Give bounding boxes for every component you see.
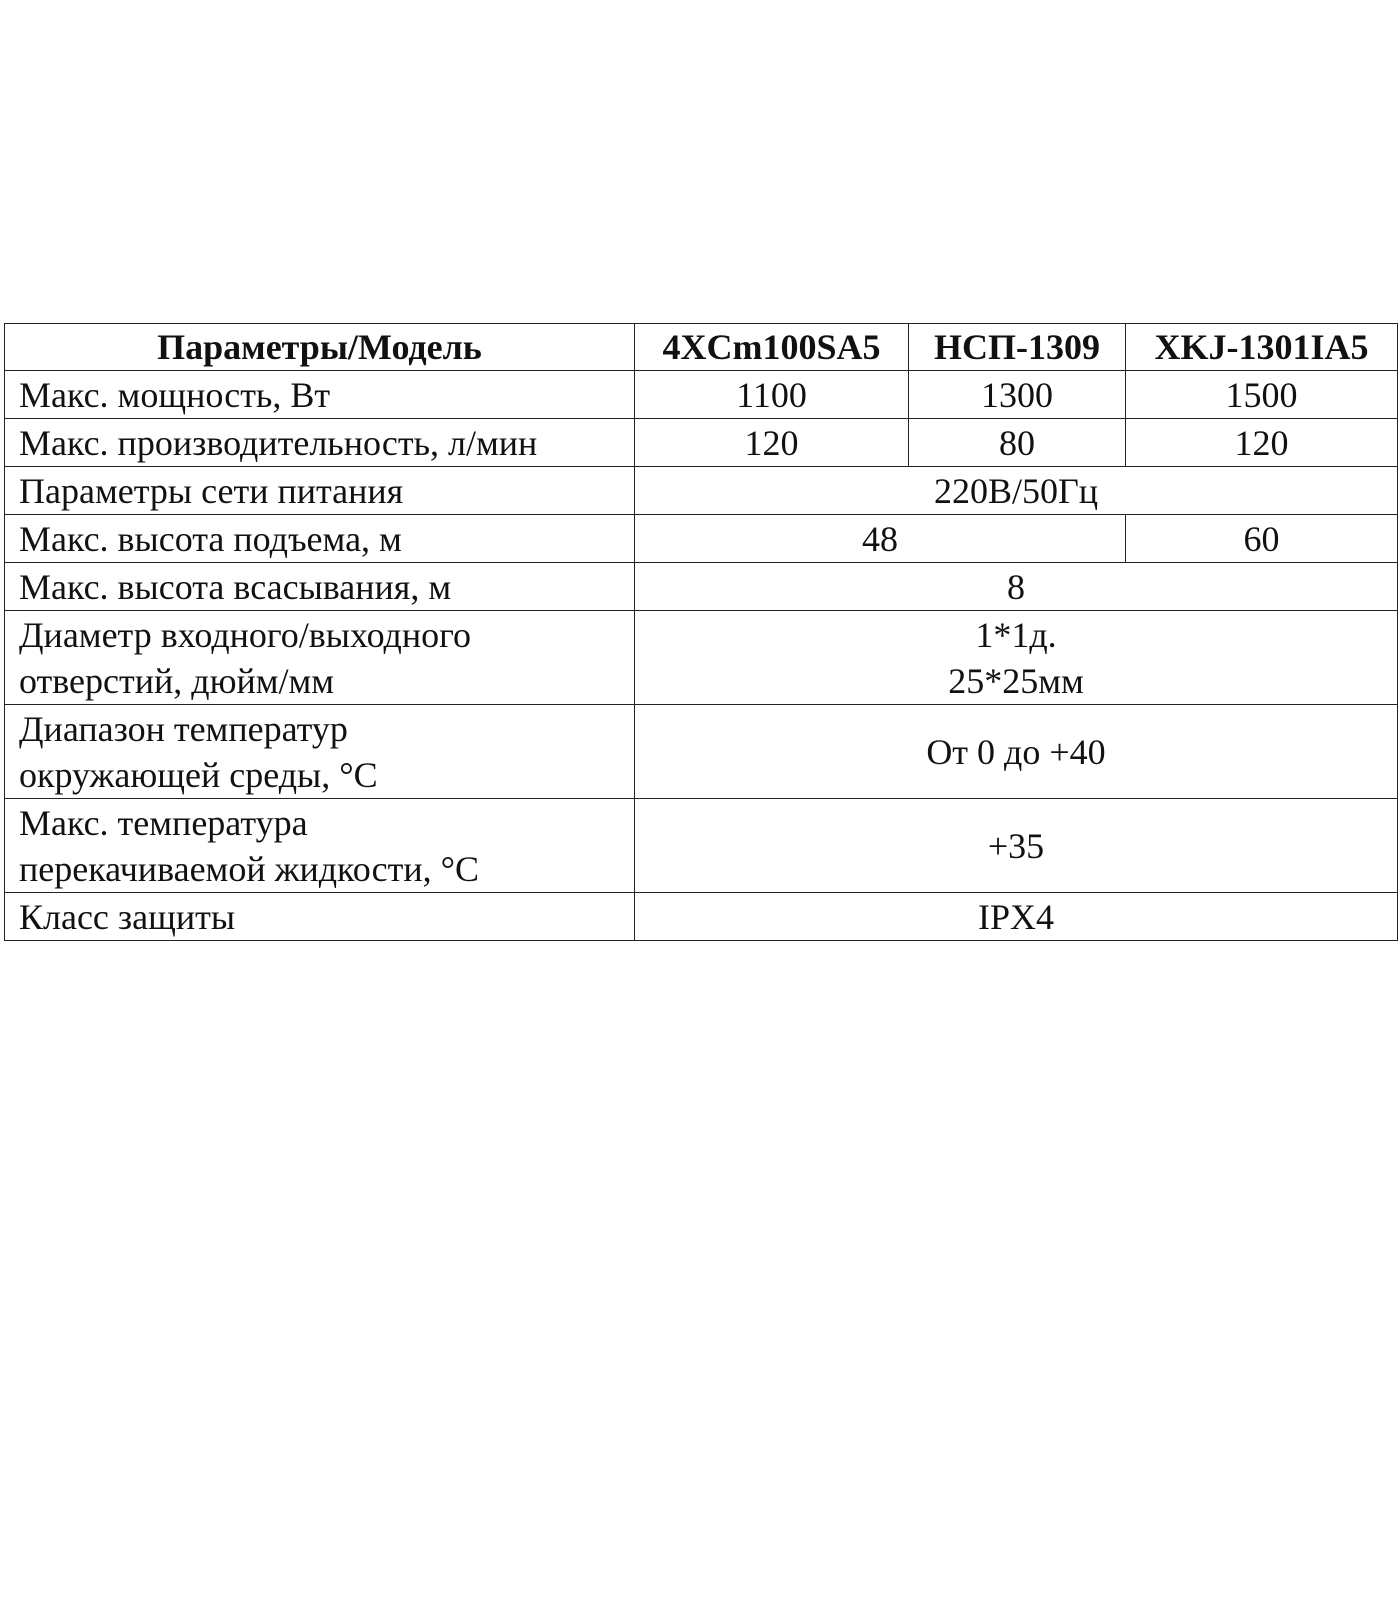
row-label [5,611,635,705]
header-model: 4XCm100SA5 [635,324,909,371]
row-label: Класс защиты [5,893,635,941]
row-label [5,799,635,893]
row-label: Макс. производительность, л/мин [5,419,635,467]
cell-value: От 0 до +40 [635,705,1398,799]
cell-value-line: 1*1д. [975,614,1057,655]
table-row [5,563,1398,611]
cell-value-line: 25*25мм [948,660,1084,701]
cell-value: 220В/50Гц [635,467,1398,515]
table-row [5,467,1398,515]
table-row [5,611,1398,705]
cell-value: 120 [635,419,909,467]
table-row [5,799,1398,893]
header-model: НСП-1309 [909,324,1126,371]
row-label-line: перекачиваемой жидкости, °C [19,848,480,889]
cell-value: +35 [635,799,1398,893]
cell-value: 1500 [1126,371,1398,419]
row-label: Макс. высота подъема, м [5,515,635,563]
cell-value: 1300 [909,371,1126,419]
cell-value: 80 [909,419,1126,467]
cell-value: 120 [1126,419,1398,467]
row-label-line: отверстий, дюйм/мм [19,660,335,701]
row-label: Параметры сети питания [5,467,635,515]
header-model: XKJ-1301IA5 [1126,324,1398,371]
row-label-line: Диаметр входного/выходного [19,614,472,655]
row-label: Макс. мощность, Вт [5,371,635,419]
table-row [5,893,1398,941]
header-parameter: Параметры/Модель [5,324,635,371]
cell-value: 48 [635,515,1126,563]
cell-value: 60 [1126,515,1398,563]
row-label-line: окружающей среды, °C [19,754,378,795]
cell-value [635,611,1398,705]
table-row [5,705,1398,799]
row-label-line: Диапазон температур [19,708,348,749]
cell-value: 1100 [635,371,909,419]
specs-table [4,323,1398,941]
table-header-row [5,324,1398,371]
table-row [5,371,1398,419]
row-label [5,705,635,799]
row-label-line: Макс. температура [19,802,308,843]
cell-value: 8 [635,563,1398,611]
table-row [5,419,1398,467]
row-label: Макс. высота всасывания, м [5,563,635,611]
cell-value: IPX4 [635,893,1398,941]
table-row [5,515,1398,563]
